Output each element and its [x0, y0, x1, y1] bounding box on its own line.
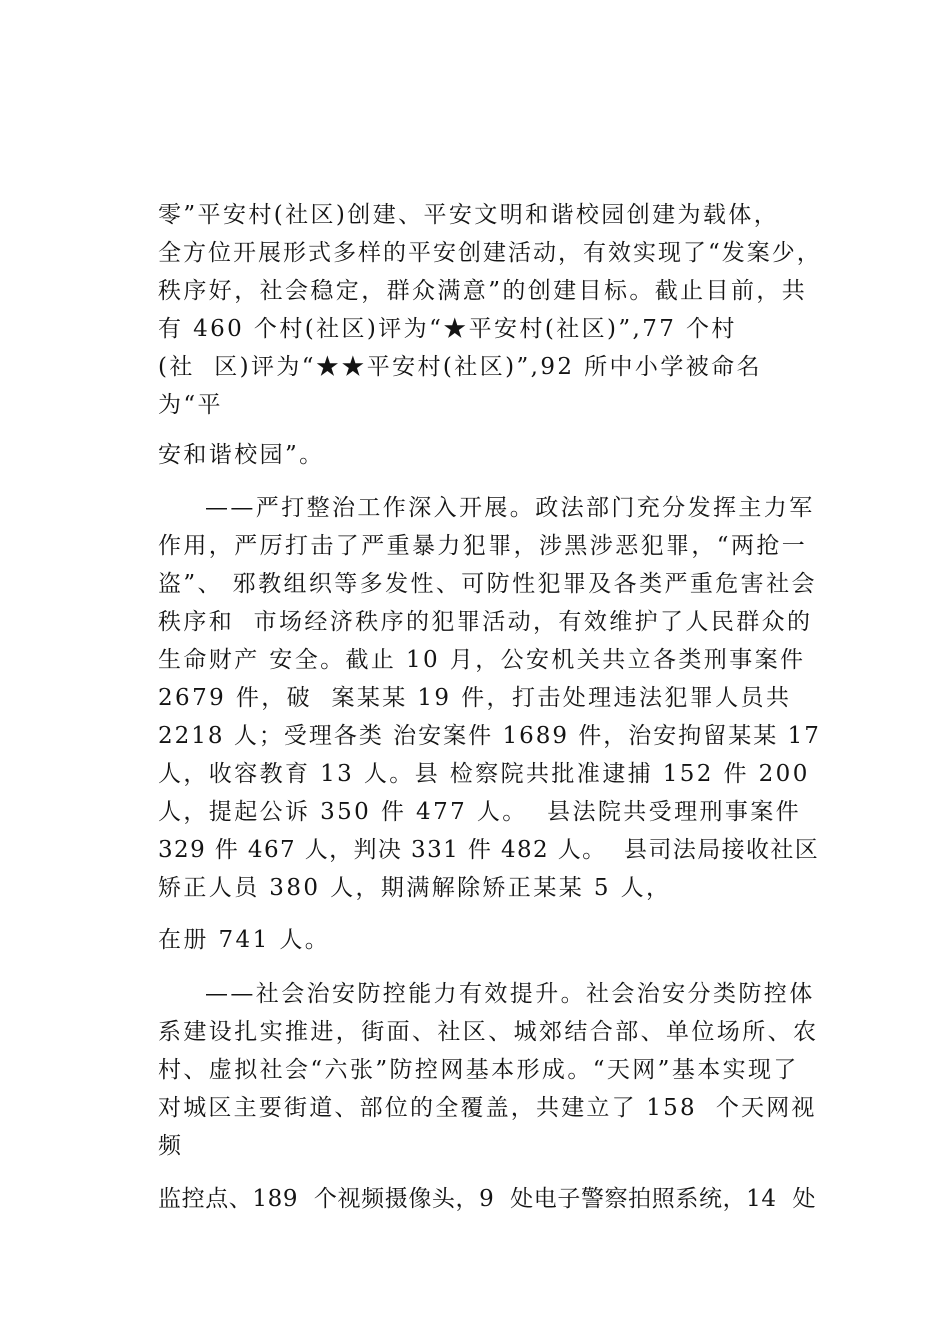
- body-text-line: (社 区)评为“★★平安村(社区)”,92 所中小学被命名: [158, 354, 762, 380]
- body-text-line: 频: [158, 1133, 184, 1159]
- body-text-line: 监控点、189 个视频摄像头，9 处电子警察拍照系统，14 处: [158, 1186, 817, 1212]
- body-text-line: 盗”、 邪教组织等多发性、可防性犯罪及各类严重危害社会: [158, 571, 817, 597]
- body-text-line: 为“平: [158, 392, 223, 418]
- body-text-line: 人，提起公诉 350 件 477 人。 县法院共受理刑事案件: [158, 799, 802, 825]
- body-text-line: 作用，严厉打击了严重暴力犯罪，涉黑涉恶犯罪，“两抢一: [158, 533, 808, 559]
- body-text-line: 零”平安村(社区)创建、平安文明和谐校园创建为载体，: [158, 202, 780, 228]
- body-text-line: 有 460 个村(社区)评为“★平安村(社区)”,77 个村: [158, 316, 737, 342]
- body-text-line: 329 件 467 人，判决 331 件 482 人。 县司法局接收社区: [158, 837, 820, 863]
- body-text-line: 人，收容教育 13 人。县 检察院共批准逮捕 152 件 200: [158, 761, 810, 787]
- body-text-line: 系建设扎实推进，街面、社区、城郊结合部、单位场所、农: [158, 1019, 819, 1045]
- body-text-line: 矫正人员 380 人，期满解除矫正某某 5 人，: [158, 875, 672, 901]
- body-text-line: 2679 件，破 案某某 19 件，打击处理违法犯罪人员共: [158, 685, 792, 711]
- paragraph-heading-line: ——社会治安防控能力有效提升。社会治安分类防控体: [205, 981, 815, 1007]
- body-text-line: 秩序和 市场经济秩序的犯罪活动，有效维护了人民群众的: [158, 609, 813, 635]
- body-text-line: 秩序好，社会稳定，群众满意”的创建目标。截止目前，共: [158, 278, 808, 304]
- body-text-line: 安和谐校园”。: [158, 442, 325, 468]
- body-text-line: 在册 741 人。: [158, 927, 331, 953]
- paragraph-heading-line: ——严打整治工作深入开展。政法部门充分发挥主力军: [205, 495, 815, 521]
- body-text-line: 生命财产 安全。截止 10 月，公安机关共立各类刑事案件: [158, 647, 806, 673]
- body-text-line: 全方位开展形式多样的平安创建活动，有效实现了“发案少，: [158, 240, 822, 266]
- body-text-line: 2218 人；受理各类 治安案件 1689 件，治安拘留某某 17: [158, 723, 821, 749]
- body-text-line: 对城区主要街道、部位的全覆盖，共建立了 158 个天网视: [158, 1095, 817, 1121]
- body-text-line: 村、虚拟社会“六张”防控网基本形成。“天网”基本实现了: [158, 1057, 799, 1083]
